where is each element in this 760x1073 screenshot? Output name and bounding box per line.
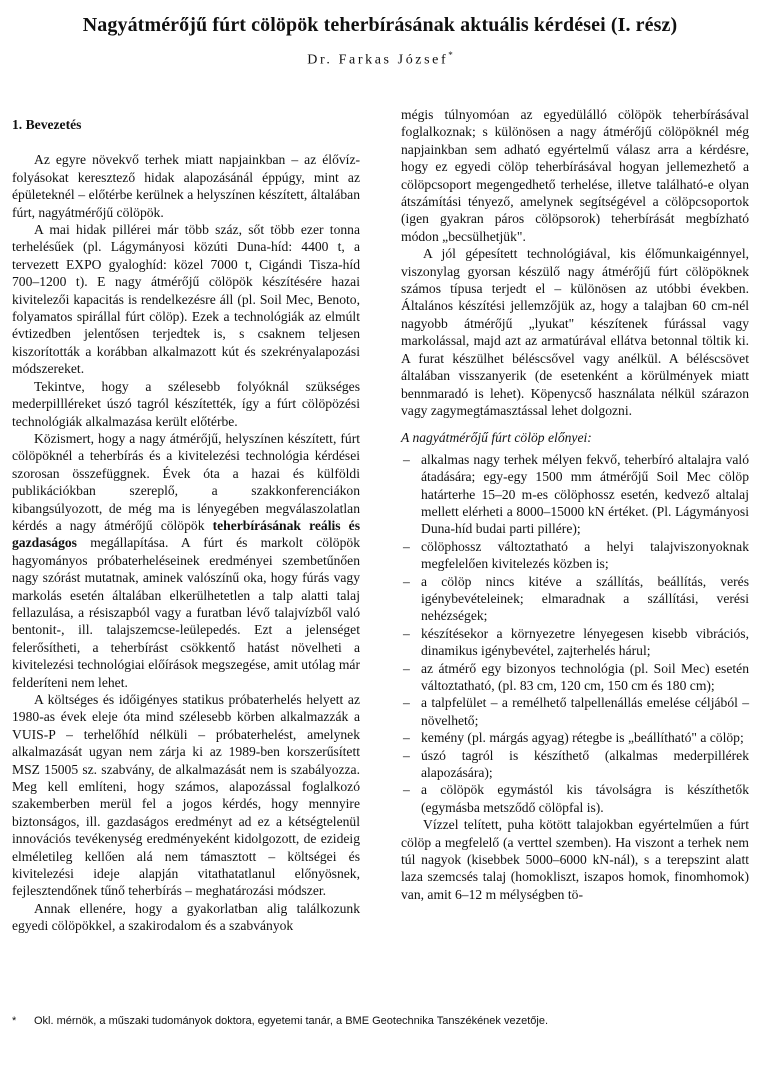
list-item: – a cölöp nincs kitéve a szállítás, beállítás, verés igénybevételeinek; elmaradnak a szállítási, verési nehézségek;	[401, 573, 749, 625]
paragraph: A mai hidak pillérei már több száz, sőt több ezer tonna terhelésűek (pl. Lágymányosi közúti Duna-híd: 4400 t, a tervezett EXPO gyaloghíd: közel 7000 t, Cigándi Tisza-híd 700–1200 t). E nagy átmérőjű cölöpök készítésére hazai kivitelezői kapacitás is rendelkezésre áll (pl. Soil Mec, Benoto, folyamatos spirállal fúrt cölöp). Ezek a technológiák az elmúlt évtizedben jelentősen terjedtek is, s csaknem teljesen kiszorították a korábban alkalmazott kút és szekrényalapozási módszereket.	[12, 222, 360, 377]
paragraph: Annak ellenére, hogy a gyakorlatban alig találkozunk egyedi cölöpökkel, a szakirodalom és a szabványok	[12, 900, 360, 934]
list-item: – cölöphossz változtatható a helyi talajviszonyoknak megfelelően kivitelezés közben is;	[401, 538, 749, 573]
footnote-mark: *	[12, 1015, 17, 1027]
paragraph: mégis túlnyomóan az egyedülálló cölöpök teherbírásával foglalkoznak; s különösen a nagy átmérőjű cölöpöknél még napjainkban sem adható egyértelmű válasz arra a kérdésre, hogy ez egyedi cölöp teherbírásával hogyan jellemezhető a cölöpcsoport megengedhető terhelése, illetve található-e olyan átszámítási tényező, amelynek segítségével a cölöpcsoportok (igen gyakran páros cölöpsorok) teherbírását megbízható módon „becsülhetjük".	[401, 107, 749, 244]
paragraph: A költséges és időigényes statikus próbaterhelés helyett az 1980-as évek eleje óta mind szélesebb körben alkalmazzák a VUIS-P – terhelőhíd nélküli – próbaterhelést, amelynek alkalmazását ugyan nem zárja ki az 1989-ben korszerűsített MSZ 15005 sz. szabvány, de alkalmazását nem is szabályozza. Meg kell említeni, hogy számos, alapozással foglalkozó szakemberben merül fel a jogos kérdés, hogy mennyire biztonságos, ill. gazdaságos eredményt ad ez a kétségtelenül innovációs tevékenység eredményeként kidolgozott, de ezideig elméletileg kellően alá nem támasztott – költségei és kivitelezési ideje alapján vitathatatlanul előnyösnek, fejlesztendőnek tűnő teherbírás – meghatározási módszer.	[12, 692, 360, 899]
list-item: – alkalmas nagy terhek mélyen fekvő, teherbíró altalajra való átadására; egy-egy 1500 mm átmérőjű Soil Mec cölöp határterhe 15–20 m-es cölöphossz esetén, kedvező altalaj mellett elérheti a 8000–15000 kN értéket. (Pl. Lágymányosi Duna-híd budai parti pillére);	[401, 451, 749, 538]
left-column	[12, 116, 360, 935]
advantages-list	[401, 451, 749, 817]
advantages-title: A nagyátmérőjű fúrt cölöp előnyei:	[401, 430, 592, 446]
author-line	[0, 50, 760, 69]
footnote-text: Okl. mérnök, a műszaki tudományok doktora, egyetemi tanár, a BME Geotechnika Tanszékének vezetője.	[34, 1015, 549, 1027]
list-item: – úszó tagról is készíthető (alkalmas mederpillérek alapozására);	[401, 747, 749, 782]
author-name: Dr. Farkas József	[307, 52, 449, 68]
section-heading: 1. Bevezetés	[12, 117, 82, 132]
paragraph-text: megállapítása. A fúrt és markolt cölöpök hagyományos próbaterheléseinek eredményei szembetűnően nagy szórást mutatnak, aminek valószínű oka, hogy fúrás vagy markolás esetén általában elkerülhetetlen a talp alatti talaj fellazulása, a résiszapból vagy a furatban lévő talajvízből való bentonit-, ill. talajszemcse-leülepedés. Ezt a jelenséget felerősítheti, a teherbírást csökkentő hatást növelheti a kivitelezési technológiai előírások megszegése, amit utólag már felderíteni nem lehet.	[12, 535, 360, 690]
list-item: – kemény (pl. márgás agyag) rétegbe is „beállítható" a cölöp;	[401, 729, 749, 746]
paragraph: Az egyre növekvő terhek miatt napjainkban – az élővíz-folyásokat keresztező hidak alapozásánál éppúgy, mint az épületeknél – előtérbe kerülnek a helyszínen készített, általában fúrt, nagyátmérőjű cölöpök.	[12, 152, 360, 220]
paragraph: A jól gépesített technológiával, kis élőmunkaigénnyel, viszonylag gyorsan készülő nagy átmérőjű fúrt cölöpöknek számos típusa terjedt el – különösen az utóbbi években. Általános készítési jellemzőjük az, hogy a talajban 60 cm-nél nagyobb átmérőjű „lyukat" készítenek fúrással vagy markolással, majd azt az armatúrával ellátva betonnal töltik ki. A furat készülhet béléscsővel vagy anélkül. A béléscsövet általában visszanyerik (de esetenként a körülmények miatt bennmaradó is lehet). Köpenycső használata nélkül szárazon vagy zagymegtámasztással lehet dolgozni.	[401, 246, 749, 418]
article-title: Nagyátmérőjű fúrt cölöpök teherbírásának aktuális kérdései (I. rész)	[82, 14, 678, 36]
list-item: – készítésekor a környezetre lényegesen kisebb vibrációs, dinamikus igénybevétel, zajterhelés hárul;	[401, 625, 749, 660]
list-item: – az átmérő egy bizonyos technológia (pl. Soil Mec) esetén változtatható, (pl. 83 cm, 120 cm, 150 cm és 180 cm);	[401, 660, 749, 695]
paragraph-text: Közismert, hogy a nagy átmérőjű, helyszínen készített, fúrt cölöpöknél a teherbírás és a kivitelezési technológia kérdései szorosan összefüggnek. Évek óta a hazai és külföldi publikációkban szereplő, a szakkonferenciákon kibangsúlyozott, de még ma is lényegében megválaszolatlan kérdés a nagy átmérőjű cölöpök	[12, 430, 360, 533]
footnote	[12, 1015, 752, 1027]
author-footnote-mark: *	[448, 50, 453, 60]
paragraph: Tekintve, hogy a szélesebb folyóknál szükséges mederpillléreket úszó tagról készítették, így a fúrt cölöpözési technológiák alkalmazása került előtérbe.	[12, 378, 360, 429]
emphasis-text: teherbírásának reális és gazdaságos	[12, 517, 360, 551]
list-item: – a cölöpök egymástól kis távolságra is készíthetők (egymásba metsződő cölöpfal is).	[401, 781, 749, 816]
paragraph: Vízzel telített, puha kötött talajokban egyértelműen a fúrt cölöp a megfelelő (a verttel szemben). Ha viszont a terhek nem túl nagyok (kisebbek 5000–6000 kN-nál), s a terepszint alatt laza szemcsés talaj (homokliszt, iszapos homok, finomhomok) van, amit 6–12 m mélységben tö-	[401, 817, 749, 902]
paragraph	[12, 430, 360, 691]
list-item: – a talpfelület – a remélhető talpellenállás emelése céljából – növelhető;	[401, 694, 749, 729]
right-column	[401, 106, 749, 903]
